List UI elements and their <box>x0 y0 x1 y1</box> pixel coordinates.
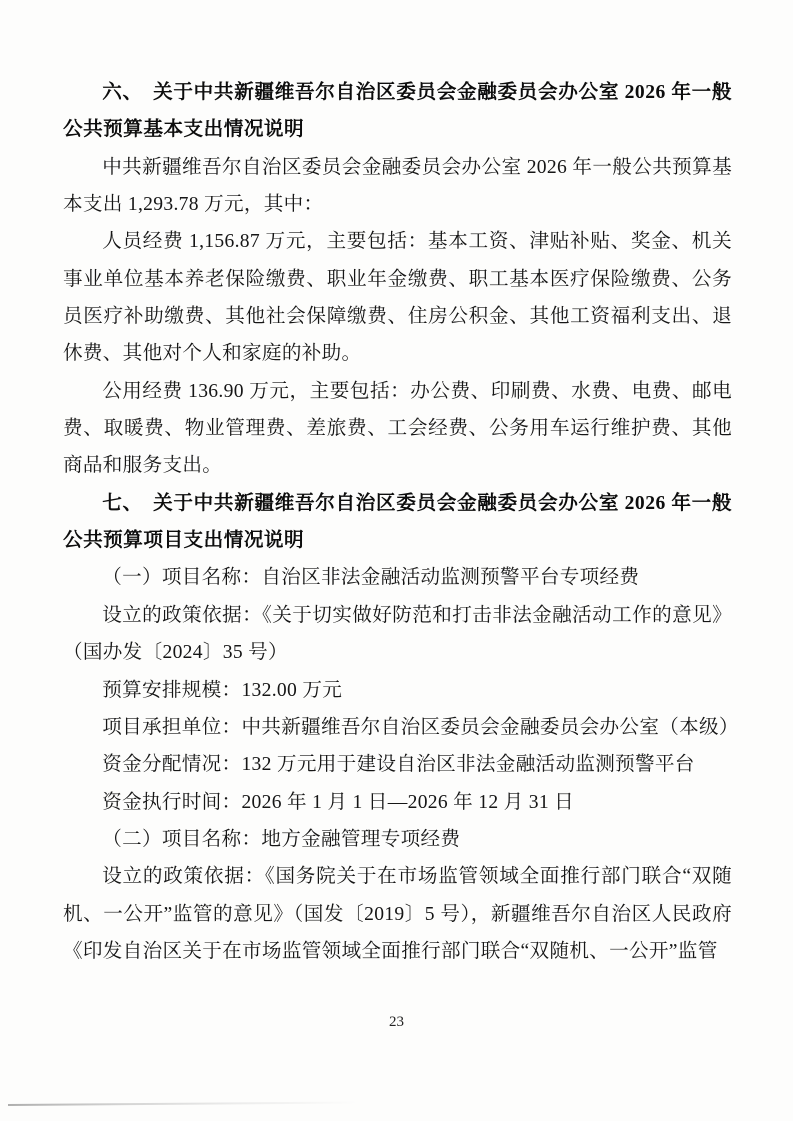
section-6-heading: 六、 关于中共新疆维吾尔自治区委员会金融委员会办公室 2026 年一般公共预算基本支出情况说明 <box>63 82 732 141</box>
para-personnel-expense: 人员经费 1,156.87 万元，主要包括：基本工资、津贴补贴、奖金、机关事业单位基本养老保险缴费、职业年金缴费、职工基本医疗保险缴费、公务员医疗补助缴费、其他社会保障缴费、住房公积金、其他工资福利支出、退休费、其他对个人和家庭的补助。 <box>63 231 732 365</box>
para-project1-fund-allocation: 资金分配情况：132 万元用于建设自治区非法金融活动监测预警平台 <box>102 754 695 776</box>
para-project1-execution-period: 资金执行时间：2026 年 1 月 1 日—2026 年 12 月 31 日 <box>102 791 575 813</box>
para-basic-expenditure-total: 中共新疆维吾尔自治区委员会金融委员会办公室 2026 年一般公共预算基本支出 1,293.78 万元，其中： <box>63 156 732 216</box>
para-project1-undertaker: 项目承担单位：中共新疆维吾尔自治区委员会金融委员会办公室（本级） <box>102 716 739 738</box>
page-number: 23 <box>389 1014 404 1030</box>
para-project2-name: （二）项目名称：地方金融管理专项经费 <box>102 828 461 850</box>
para-project1-budget-scale: 预算安排规模：132.00 万元 <box>102 679 343 701</box>
section-7-heading: 七、 关于中共新疆维吾尔自治区委员会金融委员会办公室 2026 年一般公共预算项目支出情况说明 <box>63 492 732 552</box>
document-body <box>63 74 739 970</box>
para-public-expense: 公用经费 136.90 万元，主要包括：办公费、印刷费、水费、电费、邮电费、取暖费、物业管理费、差旅费、工会经费、公务用车运行维护费、其他商品和服务支出。 <box>63 380 732 477</box>
para-project1-policy-basis: 设立的政策依据：《关于切实做好防范和打击非法金融活动工作的意见》（国办发〔2024〕35 号） <box>63 604 732 664</box>
scan-artifact-line <box>8 1102 358 1106</box>
para-project2-policy-basis: 设立的政策依据：《国务院关于在市场监管领域全面推行部门联合“双随机、一公开”监管的意见》（国发〔2019〕5 号），新疆维吾尔自治区人民政府《印发自治区关于在市场监管领域全面推行部门联合“双随机、一公开”监管 <box>63 866 732 962</box>
para-project1-name: （一）项目名称：自治区非法金融活动监测预警平台专项经费 <box>102 567 640 589</box>
